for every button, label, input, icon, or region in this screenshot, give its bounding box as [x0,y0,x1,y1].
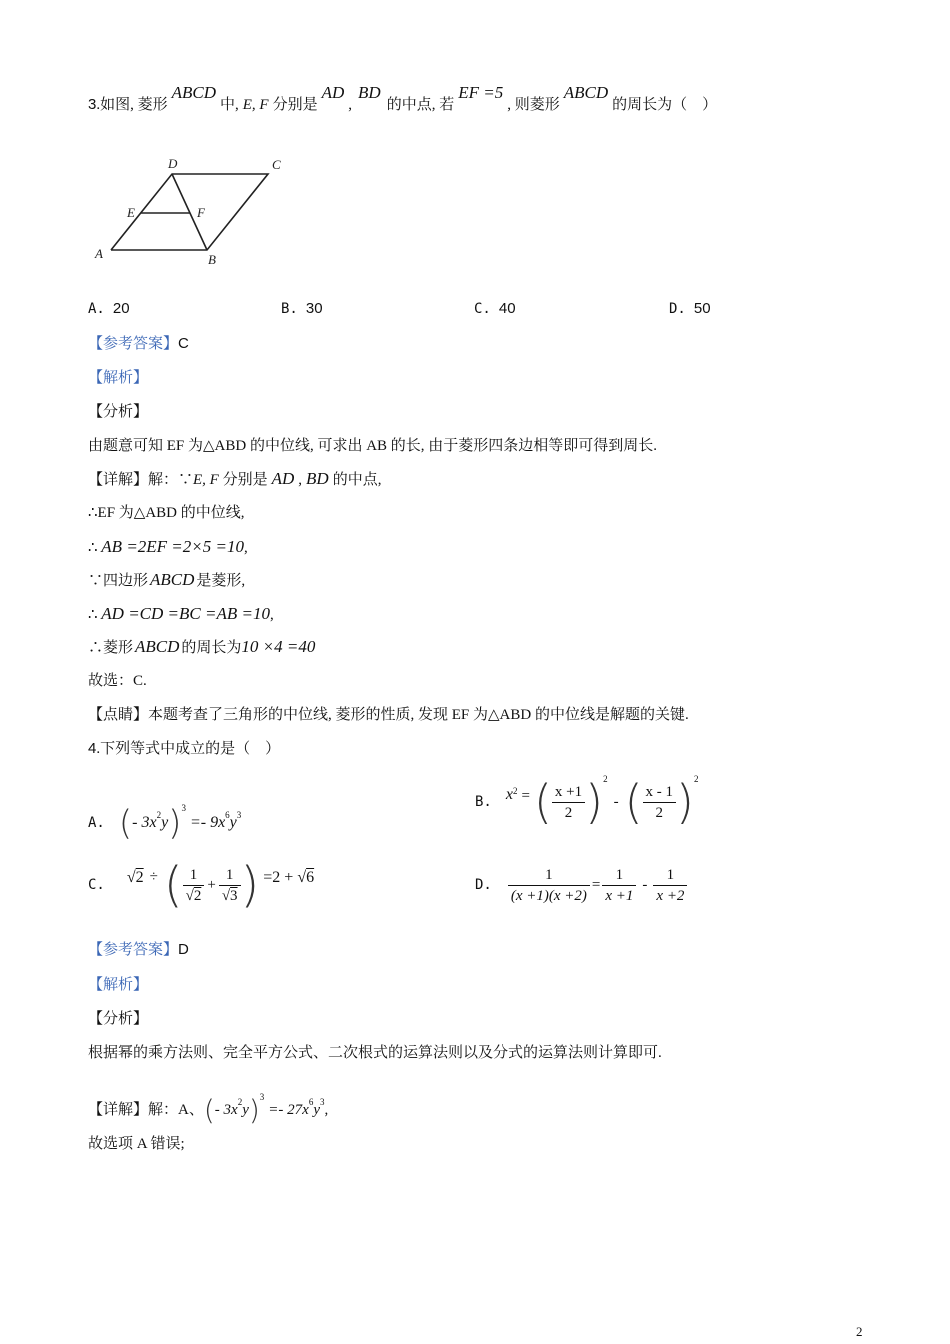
q4-option-c-lparen: ( [163,857,183,913]
q4-detail-rhs: =- 27x [268,1102,309,1118]
q4-option-a-lparen: ( [118,803,133,844]
q3-step-5-mid: 的周长为 [181,640,242,656]
q4-number: 4 [88,740,97,757]
q4-option-d-letter: D. [475,877,492,893]
q4-option-b-lparen1: ( [533,775,552,829]
q4-answer [88,940,189,960]
q4-option-b-num1: x +1 [552,782,585,803]
q4-detail-lparen: ( [203,1093,215,1127]
q4-option-d-d1: x +1 [605,887,634,904]
q4-option-c-sqrt2: √2 [126,869,144,886]
q3-detail-comma: , [298,472,303,488]
q3-stem-f: 的周长为（ ） [612,97,718,113]
q3-option-a-value: 20 [112,300,130,317]
q4-option-b-letter: B. [475,794,492,810]
label-f: F [197,205,205,220]
q4-stem-text: .下列等式中成立的是（ ） [96,741,281,757]
q4-option-a-exp1: 2 [156,810,162,820]
label-d: D [168,156,178,171]
q4-detail-end: , [324,1102,329,1118]
q3-fenxi-text: 由题意可知 EF 为△ABD 的中位线, 可求出 AB 的长, 由于菱形四条边相等即可得到周长. [88,438,658,454]
q4-option-d-d2: x +2 [656,887,685,904]
q3-step-4-math: AD =CD =BC =AB =10 [101,604,270,623]
label-c: C [272,157,281,172]
q4-option-b-frac2 [643,782,677,823]
q3-step-4 [88,604,274,625]
q3-abcd: ABCD [171,83,216,102]
q3-option-b [281,300,323,317]
q3-answer-value: C [178,335,189,352]
rhombus-figure [90,150,300,275]
q4-option-d-n1: 1 [602,865,636,886]
q3-step-3-pre: ∵四边形 [88,573,149,589]
q4-option-a-letter: A. [88,815,105,831]
q3-ad: AD [321,83,345,102]
q4-option-c-frac1 [183,865,205,906]
q4-answer-label: 【参考答案】 [88,942,179,958]
q4-option-a-y: y [161,814,169,831]
q4-option-c-sqrt6: √6 [297,869,315,886]
q4-option-a [88,788,241,844]
q4-detail-y2: y [313,1102,320,1118]
q4-option-d-frac1 [602,865,636,906]
q4-option-b-lparen2: ( [624,775,643,829]
q4-option-c-sqrt6-radicand: 6 [306,869,315,886]
q4-last: 故选项 A 错误; [88,1136,185,1152]
q4-option-b-den1: 2 [564,804,573,821]
q3-stem [88,83,718,114]
q4-analysis-label: 【解析】 [88,977,149,993]
q4-option-c-d1-radicand: 2 [193,887,202,904]
q4-option-b-num2: x - 1 [643,782,677,803]
q3-option-d [669,300,711,317]
q3-ef-vars: E, F [242,97,269,113]
q4-option-d-lhs-frac [508,865,590,906]
q4-option-b-exp: 2 [512,786,518,796]
q3-detail-ad: AD [271,469,295,488]
q4-option-b [475,772,698,832]
q3-step-2-math: AB =2EF =2×5 =10 [101,537,244,556]
q4-option-c-n2: 1 [219,865,241,886]
q3-detail-mid: 分别是 [218,472,268,488]
q4-detail-y: y [242,1102,249,1118]
q4-option-c-rhs: =2 + [263,869,294,886]
q4-fenxi-text: 根据幂的乘方法则、完全平方公式、二次根式的运算法则以及分式的运算法则计算即可. [88,1045,662,1061]
q4-option-c-letter: C. [88,877,105,893]
q4-option-c [88,855,314,915]
q4-detail-exp3: 3 [320,1097,325,1107]
q4-answer-value: D [178,941,189,958]
q3-option-c-letter: C. [474,301,491,317]
q3-option-d-value: 50 [693,300,711,317]
q3-answer-label: 【参考答案】 [88,336,179,352]
q4-detail-exp2: 6 [308,1097,314,1107]
q3-option-c-value: 40 [498,300,516,317]
q3-step-3-math: ABCD [150,570,195,589]
q4-option-b-frac1 [552,782,585,823]
page-number: 2 [856,1324,863,1339]
q4-option-a-lhs: - 3x [132,814,157,831]
q3-step-2-pre: ∴ [88,540,98,556]
q3-option-d-letter: D. [669,301,686,317]
q4-option-d [475,860,687,910]
q3-step-3 [88,570,245,591]
q3-step-2-post: , [243,540,248,556]
q3-fenxi-label: 【分析】 [88,404,149,420]
q3-stem-b: 中, [220,97,239,113]
q4-stem [88,739,280,759]
q4-option-b-pow2: 2 [693,774,699,784]
q4-option-b-pow1: 2 [603,774,608,784]
q4-option-b-den2: 2 [655,804,664,821]
q3-step-1: ∴EF 为△ABD 的中位线, [88,505,245,521]
q3-step-5 [88,637,315,658]
q4-detail-rparen: ) [248,1093,260,1127]
q4-detail [88,1080,328,1128]
q4-detail-exp1: 2 [237,1097,243,1107]
q4-detail-outer: 3 [259,1092,265,1102]
q3-ef-eq: EF =5 [458,83,504,102]
label-b: B [208,252,216,267]
q4-option-a-exp3: 3 [236,810,242,820]
q3-detail-end: 的中点, [332,472,382,488]
q3-option-c [474,300,516,317]
q3-option-b-letter: B. [281,301,298,317]
q3-analysis-label: 【解析】 [88,370,149,386]
q3-comma: , [348,97,353,113]
q4-option-d-n2: 1 [653,865,687,886]
q3-number: 3 [88,96,97,113]
label-e: E [127,205,135,220]
q4-option-c-rparen: ) [240,857,260,913]
q3-choice: 故选：C. [88,673,147,689]
q4-option-d-minus: - [642,876,648,893]
q3-detail-ef: E, F [193,472,219,488]
q4-option-a-y2: y [229,814,237,831]
q3-stem-e: , 则菱形 [507,97,560,113]
q3-abcd2: ABCD [563,83,609,102]
q4-option-c-sqrt2-radicand: 2 [135,869,144,886]
q4-option-a-exp2: 6 [225,810,230,820]
q3-step-2 [88,537,248,558]
q4-option-c-d2: √3 [221,887,238,904]
q3-detail-bd: BD [306,469,329,488]
q3-dianjing: 【点睛】本题考查了三角形的中位线, 菱形的性质, 发现 EF 为△ABD 的中位线是解题的关键. [88,707,689,723]
q4-option-a-rparen: ) [168,803,182,844]
q4-option-d-frac2 [653,865,687,906]
q4-option-d-n: 1 [508,865,590,886]
q3-stem-d: 的中点, 若 [386,97,455,113]
q4-option-b-x: x [505,786,513,803]
q4-option-b-rparen1: ) [585,775,604,829]
q3-stem-c: 分别是 [272,97,318,113]
q4-option-b-minus: - [613,793,619,810]
q3-step-4-pre: ∴ [88,607,98,623]
q3-option-a [88,300,130,317]
q4-detail-inner: - 3x [214,1102,238,1118]
q3-step-3-post: 是菱形, [196,573,246,589]
q4-option-a-outer-exp: 3 [181,803,186,813]
q3-step-5-math: ABCD [135,637,180,656]
q3-detail-label: 【详解】解：∵ [88,472,194,488]
q3-option-b-value: 30 [305,300,323,317]
q4-option-a-rhs: =- 9x [189,814,226,831]
q4-fenxi-label: 【分析】 [88,1011,149,1027]
q4-detail-pre: 【详解】解：A、 [88,1102,204,1118]
q4-option-c-d1: √2 [185,887,202,904]
q4-option-d-d: (x +1)(x +2) [510,887,587,904]
q4-option-c-div: ÷ [149,869,158,885]
q3-answer [88,334,189,354]
q3-step-4-post: , [269,607,274,623]
q3-bd: BD [358,83,381,102]
q3-step-5-result: 10 ×4 =40 [241,637,316,656]
q4-option-c-plus: + [207,876,216,893]
q4-option-c-n1: 1 [183,865,205,886]
q3-detail [88,469,381,490]
q4-option-b-rparen2: ) [676,775,694,829]
q3-option-a-letter: A. [88,301,105,317]
label-a: A [95,246,103,261]
q4-option-c-d2-radicand: 3 [230,887,238,904]
q3-stem-a: .如图, 菱形 [96,97,168,113]
q4-option-b-eq: = [521,788,530,804]
q3-step-5-pre: ∴菱形 [88,640,134,656]
q4-option-c-frac2 [219,865,241,906]
q4-option-d-eq: = [591,876,601,893]
